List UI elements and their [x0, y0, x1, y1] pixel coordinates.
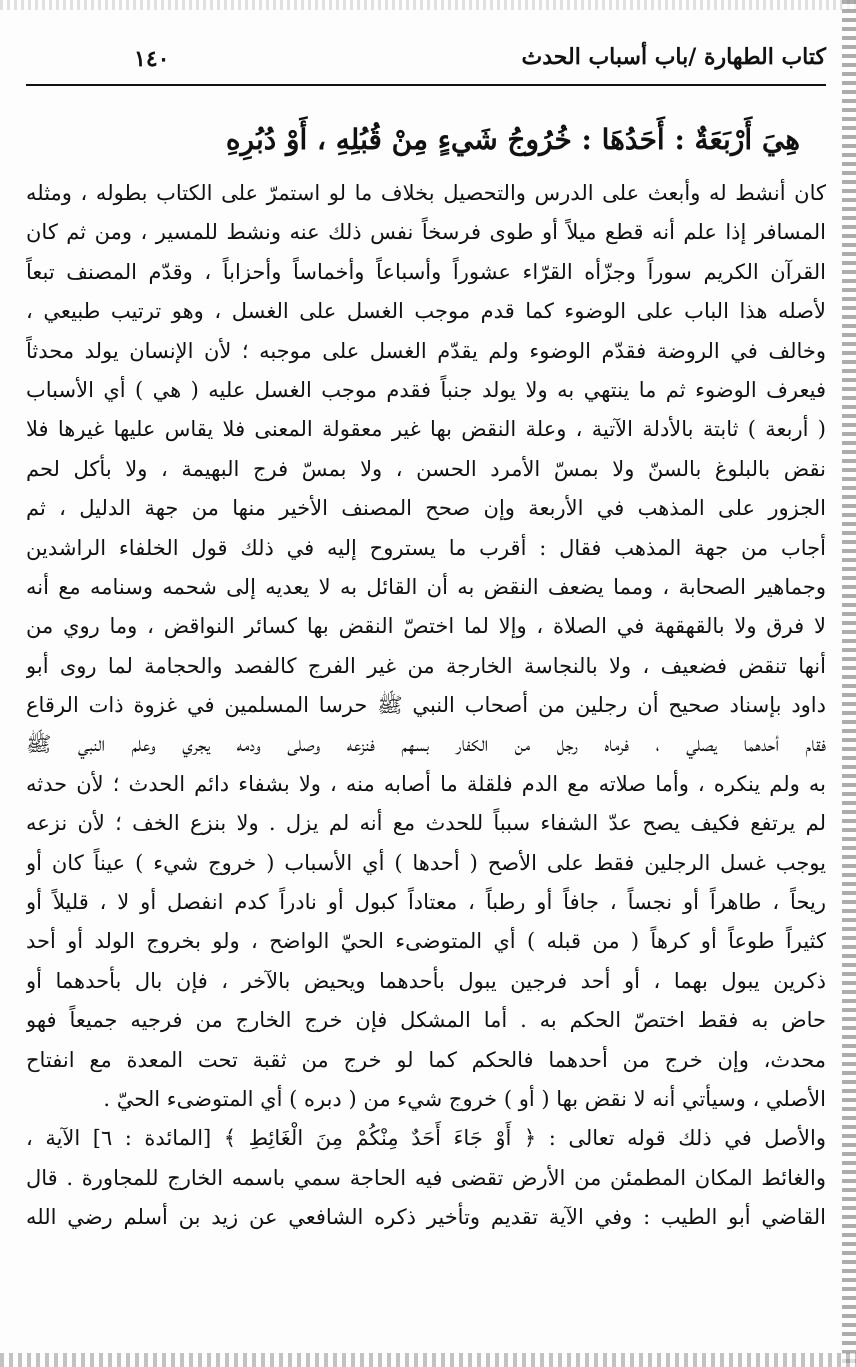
text-line: لا فرق ولا بالقهقهة في الصلاة ، وإلا لما اختصّ النقض بها كسائر النواقض ، وما روي من [26, 614, 826, 639]
text-line: الجزور على المذهب في الأربعة وإن صحح المصنف الأخير منها من جهة الدليل ، ثم [26, 496, 826, 521]
text-line: لأصله هذا الباب على الوضوء كما قدم موجب الغسل على الغسل ، وهو ترتيب طبيعي ، [26, 299, 826, 324]
text-line: ريحاً ، طاهراً أو نجساً ، جافاً أو رطباً ، معتاداً كبول أو نادراً كدم انفصل أو لا ، قليلاً أو [26, 890, 826, 915]
text-line: لم يرتفع فكيف يصح عدّ الشفاء سبباً للحدث مع أنه لم يزل . ولا بنزع الخف ؛ لأن نزعه [26, 811, 826, 836]
text-line: وخالف في الروضة فقدّم الوضوء ولم يقدّم الغسل على موجبه ؛ لأن الإنسان يولد محدثاً [26, 338, 826, 363]
text-line: الأصلي ، وسيأتي أنه لا نقض بها ( أو ) خروج شيء من ( دبره ) أي المتوضىء الحيّ . [103, 1086, 826, 1111]
text-line: أنها تنقض فضعيف ، ولا بالنجاسة الخارجة من غير الفرج كالفصد والحجامة لما روى أبو [26, 653, 826, 678]
text-line: محدث، وإن خرج من أحدهما فالحكم كما لو خرج من ثقبة تحت المعدة مع انفتاح [26, 1047, 826, 1072]
text-line: القاضي أبو الطيب : وفي الآية تقديم وتأخير ذكره الشافعي عن زيد بن أسلم رضي الله [26, 1205, 826, 1230]
text-line: كان أنشط له وأبعث على الدرس والتحصيل بخلاف ما لو استمرّ على الكتاب بطوله ، ومثله [26, 181, 826, 205]
running-header [26, 42, 826, 82]
text-line: أجاب من جهة المذهب فقال : أقرب ما يستروح إليه في ذلك قول الخلفاء الراشدين [26, 535, 826, 560]
text-line: وجماهير الصحابة ، ومما يضعف النقض به أن القائل به لا يعديه إلى شحمه وسنامه مع أنه [26, 574, 826, 599]
text-line: يوجب غسل الرجلين فقط على الأصح ( أحدها ) أي الأسباب ( خروج شيء ) عيناً كان أو [26, 850, 826, 875]
text-line: داود بإسناد صحيح أن رجلين من أصحاب النبي ﷺ حرسا المسلمين في غزوة ذات الرقاع [26, 693, 826, 718]
right-ornament-border [842, 0, 856, 1367]
matn-text: هِيَ أَرْبَعَةٌ : أَحَدُهَا : خُرُوجُ شَيءٍ مِنْ قُبُلِهِ ، أَوْ دُبُرِهِ [225, 123, 800, 156]
header-rule [26, 84, 826, 86]
text-line: والغائط المكان المطمئن من الأرض تقضى فيه الحاجة سمي باسمه الخارج للمجاورة . قال [26, 1165, 826, 1190]
text-line: به ولم ينكره ، وأما صلاته مع الدم فلقلة ما أصابه منه ، ولا بشفاء دائم الحدث ؛ لأن حدثه [26, 771, 826, 796]
text-line: المسافر إذا علم أنه قطع ميلاً أو طوى فرسخاً نفس ذلك عنه ونشط للمسير ، ومن ثم كان [26, 220, 826, 245]
text-line: ( أربعة ) ثابتة بالأدلة الآتية ، وعلة النقض بها غير معقولة المعنى فلا يقاس عليها غيرها فلا [26, 417, 826, 442]
text-line: نقض بالبلوغ بالسنّ ولا بمسّ الأمرد الحسن ، ولا بمسّ فرج البهيمة ، ولا بأكل لحم [26, 456, 826, 481]
bottom-ornament-border [0, 1353, 856, 1367]
top-ornament-border [0, 0, 856, 10]
text-line: حاض به فقط اختصّ الحكم به . أما المشكل فإن خرج الخارج من فرجيه جميعاً فهو [26, 1008, 826, 1033]
text-line: ذكرين يبول بهما ، أو أحد فرجين يبول بأحدهما ويحيض بالآخر ، فإن بال بأحدهما أو [26, 968, 826, 993]
text-line: والأصل في ذلك قوله تعالى : ﴿ أَوْ جَاءَ أَحَدٌ مِنْكُمْ مِنَ الْغَائِطِ ﴾ [المائدة : ٦] الآية ، [26, 1126, 826, 1151]
commentary-body [26, 174, 826, 1344]
page-number: ١٤٠ [134, 46, 170, 72]
text-line: فقام أحدهما يصلي ، فرماه رجل من الكفار بسهم فنزعه وصلى ودمه يجري وعلم النبي ﷺ [26, 732, 826, 757]
text-line: كثيراً طوعاً أو كرهاً ( من قبله ) أي المتوضىء الحيّ الواضح ، ولو بخروج الولد أو أحد [26, 929, 826, 954]
text-line: القرآن الكريم سوراً وجزّأه القرّاء عشوراً وأسباعاً وأخماساً وأحزاباً ، وقدّم المصنف تبعاً [26, 259, 826, 284]
text-line: فيعرف الوضوء ثم ما ينتهي به ولا يولد جنباً فقدم موجب الغسل عليه ( هي ) أي الأسباب [26, 377, 826, 402]
chapter-title: كتاب الطهارة /باب أسباب الحدث [521, 44, 826, 70]
